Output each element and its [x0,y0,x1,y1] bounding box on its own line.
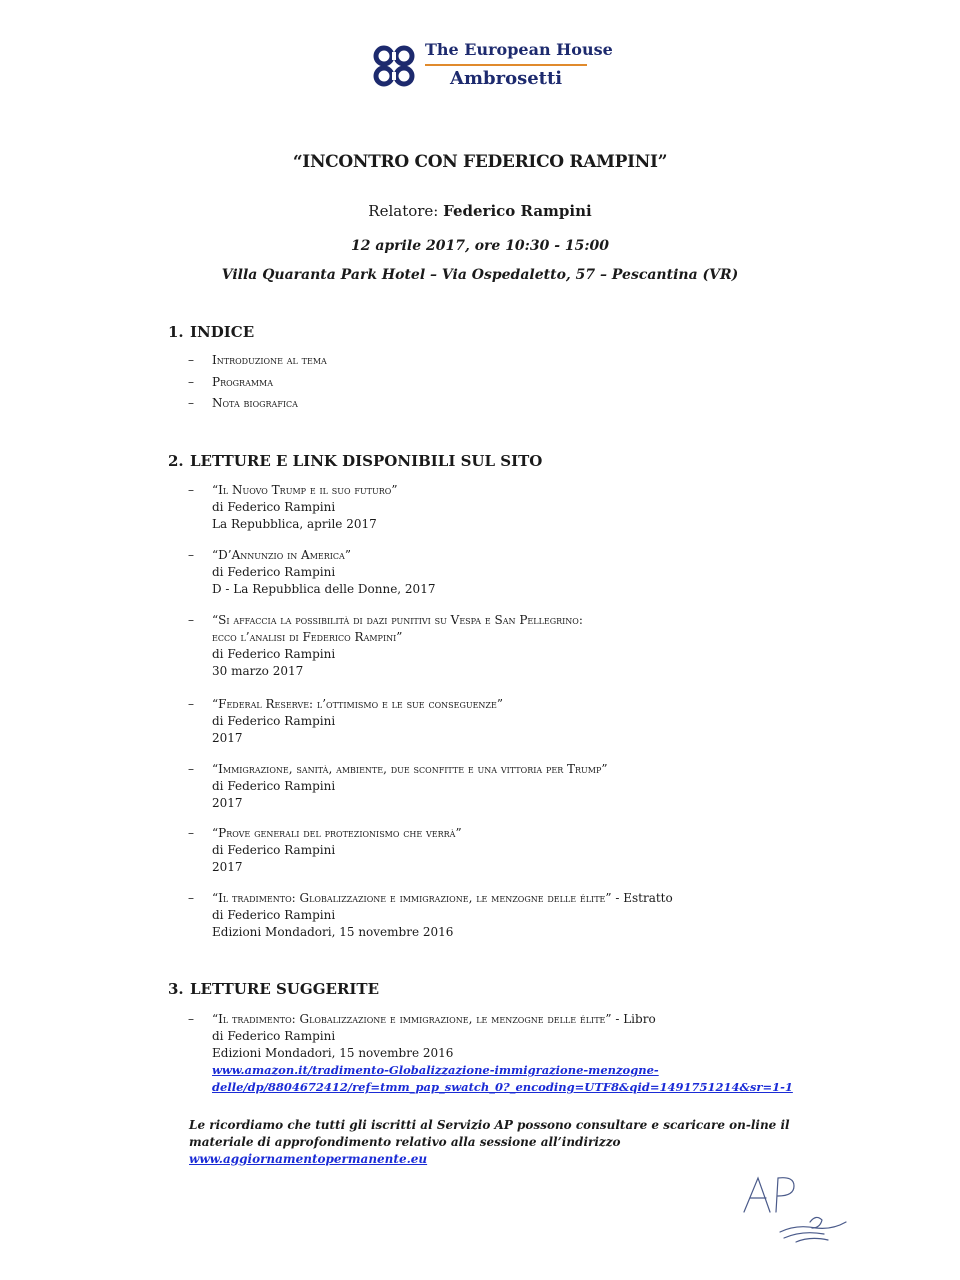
aggiornamento-link[interactable]: www.aggiornamentopermanente.eu [189,1152,428,1166]
reading-title: “Prove generali del protezionismo che verrà” [212,826,462,840]
index-item: – Introduzione al tema [188,353,327,367]
company-logo [372,40,613,92]
amazon-link-line-1[interactable]: www.amazon.it/tradimento-Globalizzazione-immigrazione-menzogne- [212,1063,659,1077]
reading-title: “Il tradimento: Globalizzazione e immigrazione, le menzogne delle élite” [212,1012,612,1026]
reading-suffix: - Libro [611,1012,656,1026]
reading-entry: – “D’Annunzio in America” di Federico Rampini D - La Repubblica delle Donne, 2017 [188,548,436,596]
note-line-2: materiale di approfondimento relativo alla sessione all’indirizzo [189,1135,621,1149]
reading-author: di Federico Rampini [212,565,336,579]
index-item: – Nota biografica [188,396,298,410]
logo-line-1: The European House [425,40,613,59]
reading-title: “Immigrazione, sanità, ambiente, due sconfitte e una vittoria per Trump” [212,762,608,776]
document-title: “INCONTRO CON FEDERICO RAMPINI” [292,152,668,172]
reading-title: “D’Annunzio in America” [212,548,351,562]
amazon-link-line-2[interactable]: delle/dp/8804672412/ref=tmm_pap_swatch_0?_encoding=UTF8&qid=1491751214&sr=1-1 [212,1080,793,1094]
logo-divider [425,64,587,66]
event-venue: Villa Quaranta Park Hotel – Via Ospedaletto, 57 – Pescantina (VR) [221,267,739,283]
section-readings-heading [168,452,542,470]
reading-author: di Federico Rampini [212,714,336,728]
footer-note [189,1117,829,1168]
event-date: 12 aprile 2017, ore 10:30 - 15:00 [350,238,610,254]
index-item: – Programma [188,375,274,389]
section-number: 2. [168,452,184,470]
reading-source: 2017 [212,860,243,874]
reading-entry: – “Il Nuovo Trump e il suo futuro” di Federico Rampini La Repubblica, aprile 2017 [188,483,398,531]
reading-author: di Federico Rampini [212,500,336,514]
reading-title: “Il tradimento: Globalizzazione e immigrazione, le menzogne delle élite” [212,891,612,905]
section-title: LETTURE E LINK DISPONIBILI SUL SITO [190,452,543,470]
amazon-link[interactable] [188,1062,793,1096]
reading-author: di Federico Rampini [212,1029,336,1043]
section-title: LETTURE SUGGERITE [190,980,380,998]
reading-entry: – “Federal Reserve: l’ottimismo e le sue conseguenze” di Federico Rampini 2017 [188,697,503,745]
reading-author: di Federico Rampini [212,908,336,922]
logo-line-2: Ambrosetti [450,68,563,89]
reading-title: “Si affaccia la possibilità di dazi punitivi su Vespa e San Pellegrino: [212,613,583,627]
reading-source: Edizioni Mondadori, 15 novembre 2016 [212,1046,454,1060]
reading-source: 30 marzo 2017 [212,664,304,678]
reading-source: Edizioni Mondadori, 15 novembre 2016 [212,925,454,939]
section-number: 3. [168,980,184,998]
reading-author: di Federico Rampini [212,779,336,793]
reading-title: “Federal Reserve: l’ottimismo e le sue conseguenze” [212,697,503,711]
reading-entry: – “Si affaccia la possibilità di dazi punitivi su Vespa e San Pellegrino: ecco l’analisi di Federico Rampini” di Federico Rampini 30 marzo 2017 [188,613,583,678]
reading-title: “Il Nuovo Trump e il suo futuro” [212,483,398,497]
ap-signature-logo [736,1170,856,1254]
reading-entry: – “Immigrazione, sanità, ambiente, due sconfitte e una vittoria per Trump” di Federico Rampini 2017 [188,762,608,810]
note-line-1: Le ricordiamo che tutti gli iscritti al Servizio AP possono consultare e scaricare on-line il [189,1118,790,1132]
suggested-entry: – “Il tradimento: Globalizzazione e immigrazione, le menzogne delle élite” - Libro di Federico Rampini Edizioni Mondadori, 15 novembre 2016 www.amazon.it/tradimento-Globalizzazione-immigrazione-menzogne- delle/dp/8804672412/ref=tmm_pap_swatch_0?_encoding=UTF8&qid=1491751214&sr=1-1 [188,1012,793,1094]
speaker-line [0,202,960,220]
reading-suffix: - Estratto [611,891,673,905]
reading-author: di Federico Rampini [212,843,336,857]
speaker-label: Relatore: [368,202,439,220]
section-suggested-heading [168,980,379,998]
reading-title-continued: ecco l’analisi di Federico Rampini” [212,630,403,644]
reading-author: di Federico Rampini [212,647,336,661]
reading-entry: – “Prove generali del protezionismo che verrà” di Federico Rampini 2017 [188,826,462,874]
reading-source: La Repubblica, aprile 2017 [212,517,377,531]
reading-source: 2017 [212,731,243,745]
reading-source: D - La Repubblica delle Donne, 2017 [212,582,436,596]
reading-entry: – “Il tradimento: Globalizzazione e immigrazione, le menzogne delle élite” - Estratto di Federico Rampini Edizioni Mondadori, 15 novembre 2016 [188,891,673,939]
section-number: 1. [168,323,184,341]
ambrosetti-logo-icon [372,44,418,88]
speaker-name: Federico Rampini [443,202,592,220]
section-index-heading [168,323,254,341]
section-title: INDICE [190,323,255,341]
reading-source: 2017 [212,796,243,810]
